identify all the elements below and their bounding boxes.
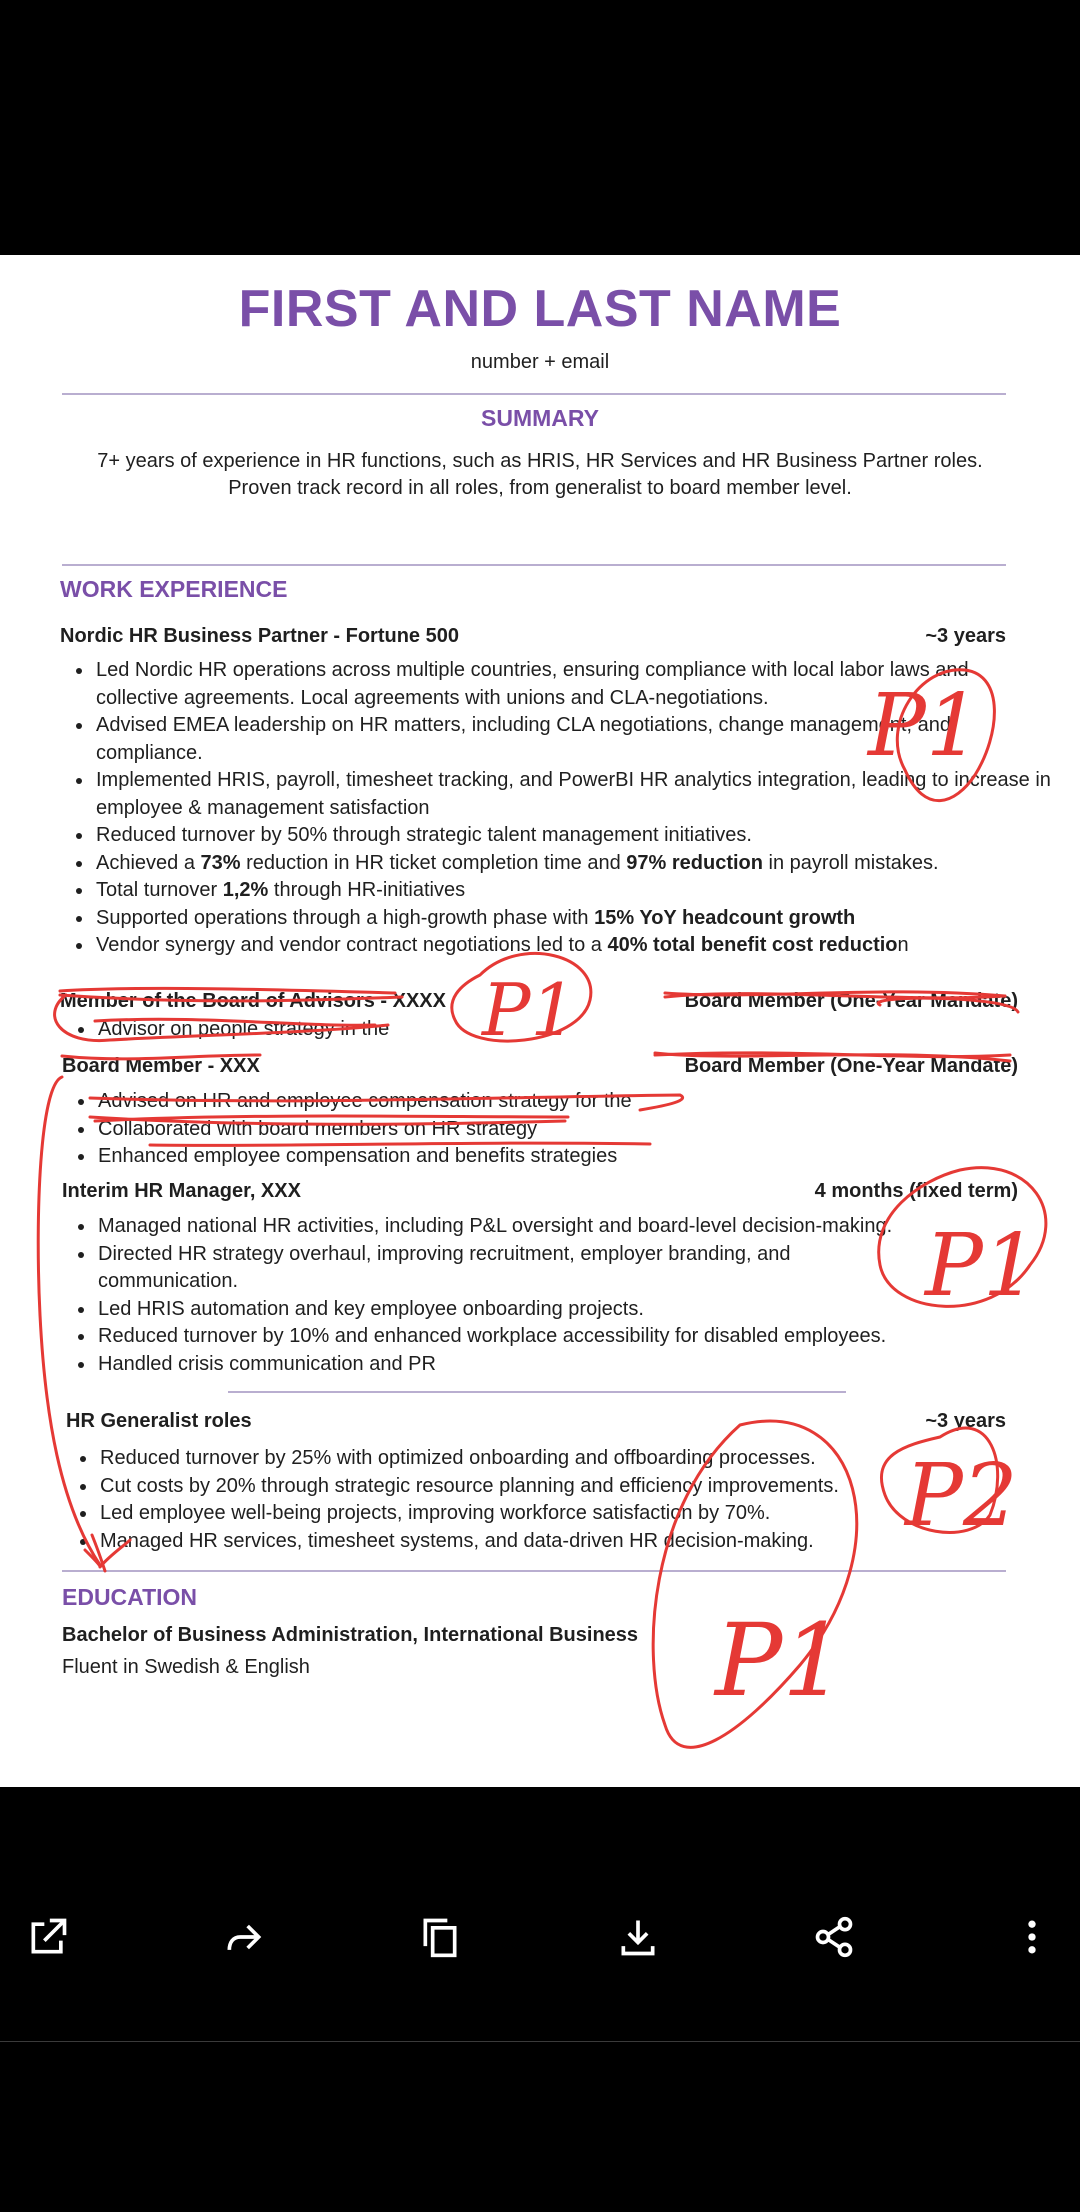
job-duration: ~3 years bbox=[925, 1410, 1006, 1432]
list-item: • Achieved a 73% reduction in HR ticket completion time and 97% reduction in payroll mistakes. bbox=[94, 850, 1054, 878]
divider bbox=[62, 1570, 1006, 1572]
open-external-icon[interactable] bbox=[18, 1907, 78, 1967]
degree: Bachelor of Business Administration, International Business bbox=[62, 1624, 639, 1646]
list-item: • Total turnover 1,2% through HR-initiatives bbox=[94, 877, 1054, 905]
list-item: • Led employee well-being projects, improving workforce satisfaction by 70%. bbox=[98, 1500, 1018, 1528]
list-item: • Managed HR services, timesheet systems, and data-driven HR decision-making. bbox=[98, 1528, 1018, 1556]
resume-document bbox=[0, 255, 1080, 1787]
job-title: Board Member - XXX bbox=[62, 1055, 260, 1077]
more-vert-icon[interactable] bbox=[1002, 1907, 1062, 1967]
list-item: • Reduced turnover by 10% and enhanced workplace accessibility for disabled employees. bbox=[96, 1323, 996, 1351]
education-heading: EDUCATION bbox=[62, 1584, 198, 1610]
list-item: • Led HRIS automation and key employee onboarding projects. bbox=[96, 1296, 996, 1324]
summary-line-1: 7+ years of experience in HR functions, such as HRIS, HR Services and HR Business Partner roles. bbox=[97, 450, 983, 472]
copy-icon[interactable] bbox=[410, 1907, 470, 1967]
annotation-label: P1 bbox=[482, 968, 577, 1052]
divider bbox=[62, 564, 1006, 566]
list-item: • Directed HR strategy overhaul, improving recruitment, employer branding, and communication. bbox=[96, 1241, 878, 1296]
summary-heading: SUMMARY bbox=[481, 405, 599, 431]
job-bullets bbox=[62, 1016, 996, 1044]
list-item: • Advised EMEA leadership on HR matters, including CLA negotiations, change management, and compliance. bbox=[94, 712, 1054, 767]
job-title: Member of the Board of Advisors - XXXX bbox=[60, 990, 446, 1012]
list-item: • Cut costs by 20% through strategic resource planning and efficiency improvements. bbox=[98, 1473, 1018, 1501]
job-bullets bbox=[64, 1445, 1018, 1555]
job-bullets bbox=[60, 657, 1054, 960]
list-item: • Handled crisis communication and PR bbox=[96, 1351, 996, 1379]
job-duration: Board Member (One-Year Mandate) bbox=[684, 990, 1018, 1012]
contact-line: number + email bbox=[470, 351, 610, 373]
divider bbox=[0, 2041, 1080, 2042]
job-title: Interim HR Manager, XXX bbox=[62, 1180, 301, 1202]
forward-icon[interactable] bbox=[214, 1907, 274, 1967]
work-heading: WORK EXPERIENCE bbox=[60, 576, 288, 602]
annotation-label: P1 bbox=[925, 1216, 1038, 1316]
share-icon[interactable] bbox=[804, 1907, 864, 1967]
resume-name: FIRST AND LAST NAME bbox=[238, 280, 842, 338]
list-item: • Advised on HR and employee compensation strategy for the bbox=[96, 1088, 996, 1116]
list-item: • Led Nordic HR operations across multiple countries, ensuring compliance with local labor laws and collective agreements. Local agreements with unions and CLA-negotiations. bbox=[94, 657, 1054, 712]
list-item: • Collaborated with board members on HR strategy bbox=[96, 1116, 996, 1144]
summary-line-2: Proven track record in all roles, from generalist to board member level. bbox=[228, 477, 852, 499]
list-item: • Managed national HR activities, including P&L oversight and board-level decision-making. bbox=[96, 1213, 996, 1241]
languages: Fluent in Swedish & English bbox=[62, 1656, 310, 1678]
job-title: HR Generalist roles bbox=[66, 1410, 252, 1432]
job-duration: ~3 years bbox=[925, 625, 1006, 647]
annotation-label: P2 bbox=[905, 1446, 1018, 1546]
annotation-label: P1 bbox=[868, 676, 981, 776]
job-bullets bbox=[62, 1213, 996, 1378]
list-item: • Enhanced employee compensation and benefits strategies bbox=[96, 1143, 996, 1171]
download-icon[interactable] bbox=[608, 1907, 668, 1967]
list-item: • Implemented HRIS, payroll, timesheet tracking, and PowerBI HR analytics integration, leading to increase in employee & management satisfaction bbox=[94, 767, 1054, 822]
job-duration: 4 months (fixed term) bbox=[814, 1180, 1018, 1202]
list-item: • Vendor synergy and vendor contract negotiations led to a 40% total benefit cost reduction bbox=[94, 932, 1054, 960]
divider bbox=[228, 1391, 846, 1393]
list-item: • Reduced turnover by 25% with optimized onboarding and offboarding processes. bbox=[98, 1445, 1018, 1473]
viewer-toolbar bbox=[0, 1787, 1080, 2042]
annotation-label: P1 bbox=[715, 1602, 846, 1719]
job-duration: Board Member (One-Year Mandate) bbox=[684, 1055, 1018, 1077]
divider bbox=[62, 393, 1006, 395]
job-title: Nordic HR Business Partner - Fortune 500 bbox=[60, 625, 459, 647]
list-item: • Supported operations through a high-growth phase with 15% YoY headcount growth bbox=[94, 905, 1054, 933]
list-item: • Reduced turnover by 50% through strategic talent management initiatives. bbox=[94, 822, 1054, 850]
job-bullets bbox=[62, 1088, 996, 1171]
list-item: • Advisor on people strategy in the bbox=[96, 1016, 996, 1044]
